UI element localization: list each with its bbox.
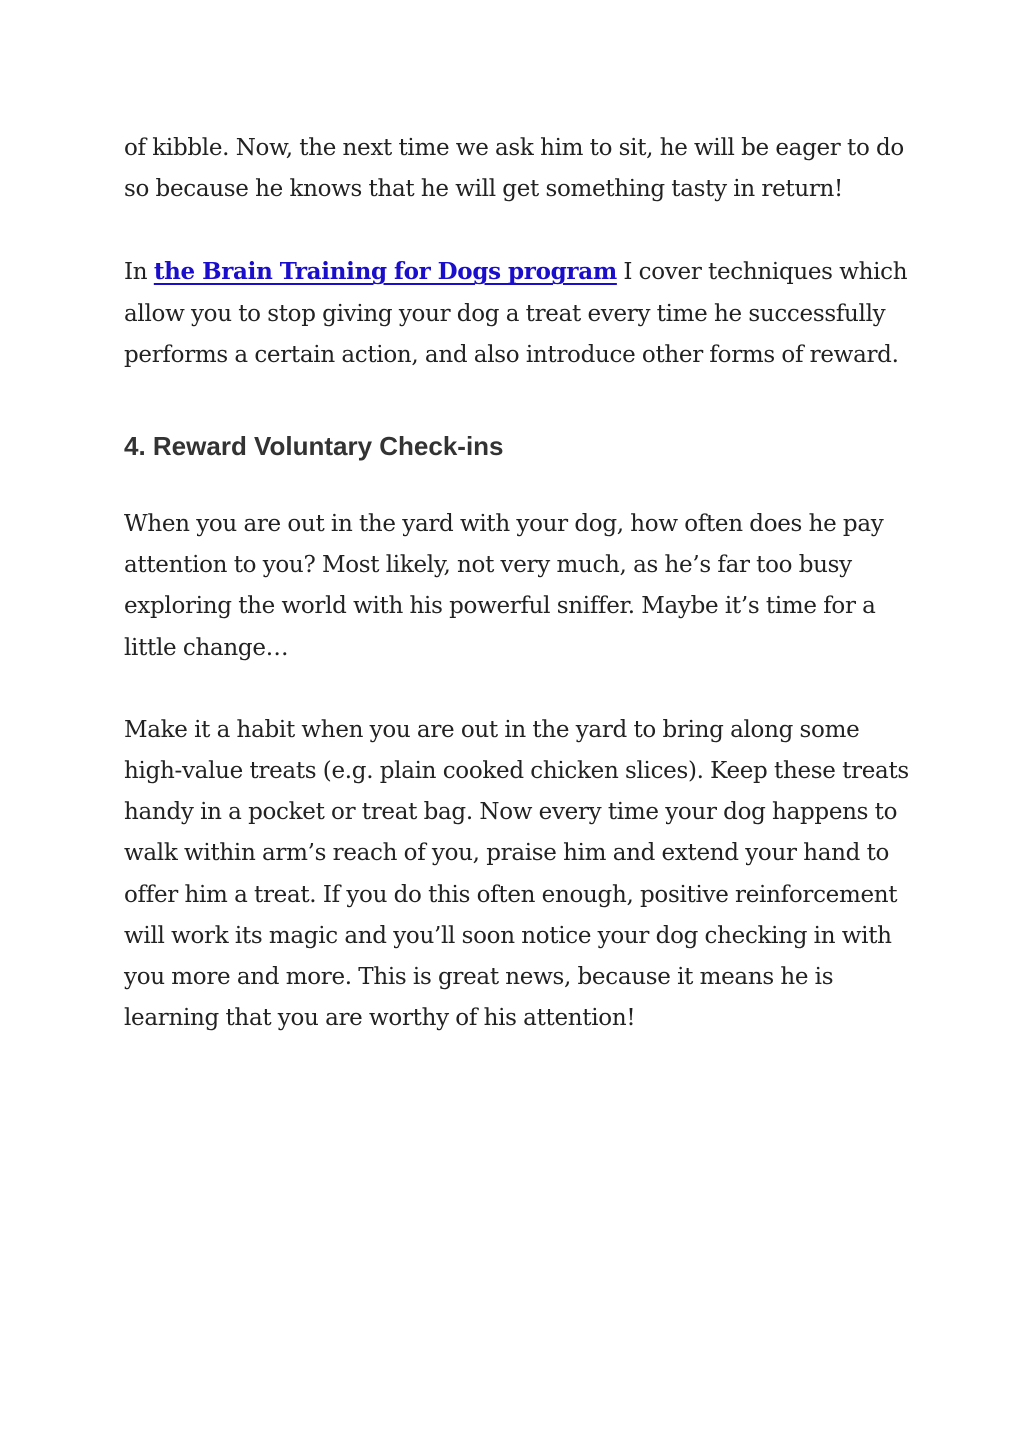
spacer — [124, 210, 914, 251]
spacer — [124, 669, 914, 710]
paragraph-yard-attention: When you are out in the yard with your dog, how often does he pay attention to you? Most likely, not very much, as he’s far too busy exploring the world with his powerful sniffer. Maybe it’s time for a little change… — [124, 511, 884, 661]
section-heading: 4. Reward Voluntary Check-ins — [124, 431, 504, 462]
paragraph-suffix: I cover techniques which allow you to stop giving your dog a treat every time he successfully performs a certain action, and also introduce other forms of reward. — [124, 259, 908, 368]
paragraph-prefix: In — [124, 259, 154, 286]
spacer — [124, 376, 914, 429]
brain-training-link[interactable]: the Brain Training for Dogs program — [153, 258, 617, 286]
paragraph-habit-treats: Make it a habit when you are out in the yard to bring along some high-value treats (e.g. plain cooked chicken slices). Keep these treats handy in a pocket or treat bag. Now every time your dog happens to walk within arm’s reach of you, praise him and extend your hand to offer him a treat. If you do this often enough, positive reinforcement will work its magic and you’ll soon notice your dog checking in with you more and more. This is great news, because it means he is learning that you are worthy of his attention! — [124, 716, 909, 1032]
spacer — [124, 463, 914, 504]
paragraph-kibble: of kibble. Now, the next time we ask him to sit, he will be eager to do so because he knows that he will get something tasty in return! — [124, 135, 904, 203]
paragraph-program — [124, 251, 914, 376]
document-page — [124, 128, 914, 1039]
